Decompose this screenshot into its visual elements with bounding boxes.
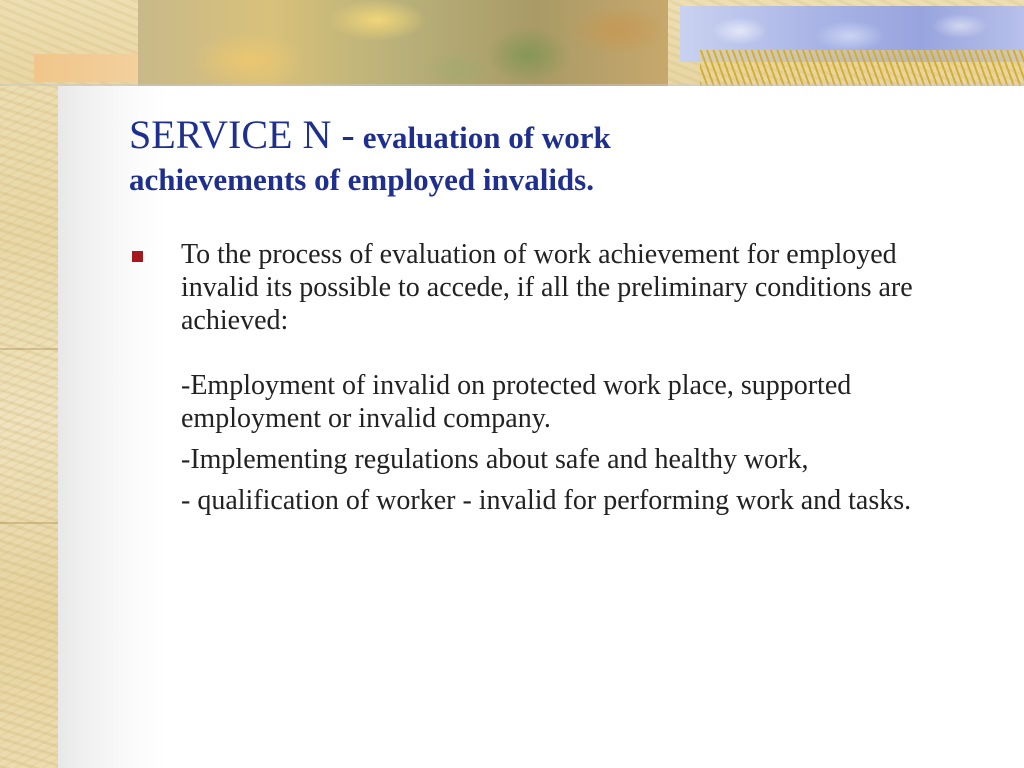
header-photo-band [0, 0, 1024, 86]
grass-photo [700, 50, 1024, 86]
band-shadow [0, 84, 1024, 86]
bullet-item [130, 238, 960, 337]
slide-body [130, 238, 960, 517]
title-subtitle: evaluation of work [362, 120, 611, 155]
square-bullet-icon [132, 251, 143, 262]
sub-item: -Implementing regulations about safe and healthy work, [181, 444, 809, 475]
strip-seam [0, 522, 58, 524]
slide-title [129, 112, 949, 198]
sub-item: -Employment of invalid on protected work place, supported employment or invalid company. [181, 370, 852, 434]
strip-seam [0, 348, 58, 350]
leaves-photo [138, 0, 668, 86]
title-main: SERVICE N - [129, 112, 355, 157]
parchment-strip [0, 0, 58, 768]
title-line-2: achievements of employed invalids. [129, 162, 594, 197]
sub-item: - qualification of worker - invalid for performing work and tasks. [181, 485, 912, 516]
bullet-text: To the process of evaluation of work achievement for employed invalid its possible to accede, if all the preliminary conditions are achieved: [181, 239, 913, 336]
